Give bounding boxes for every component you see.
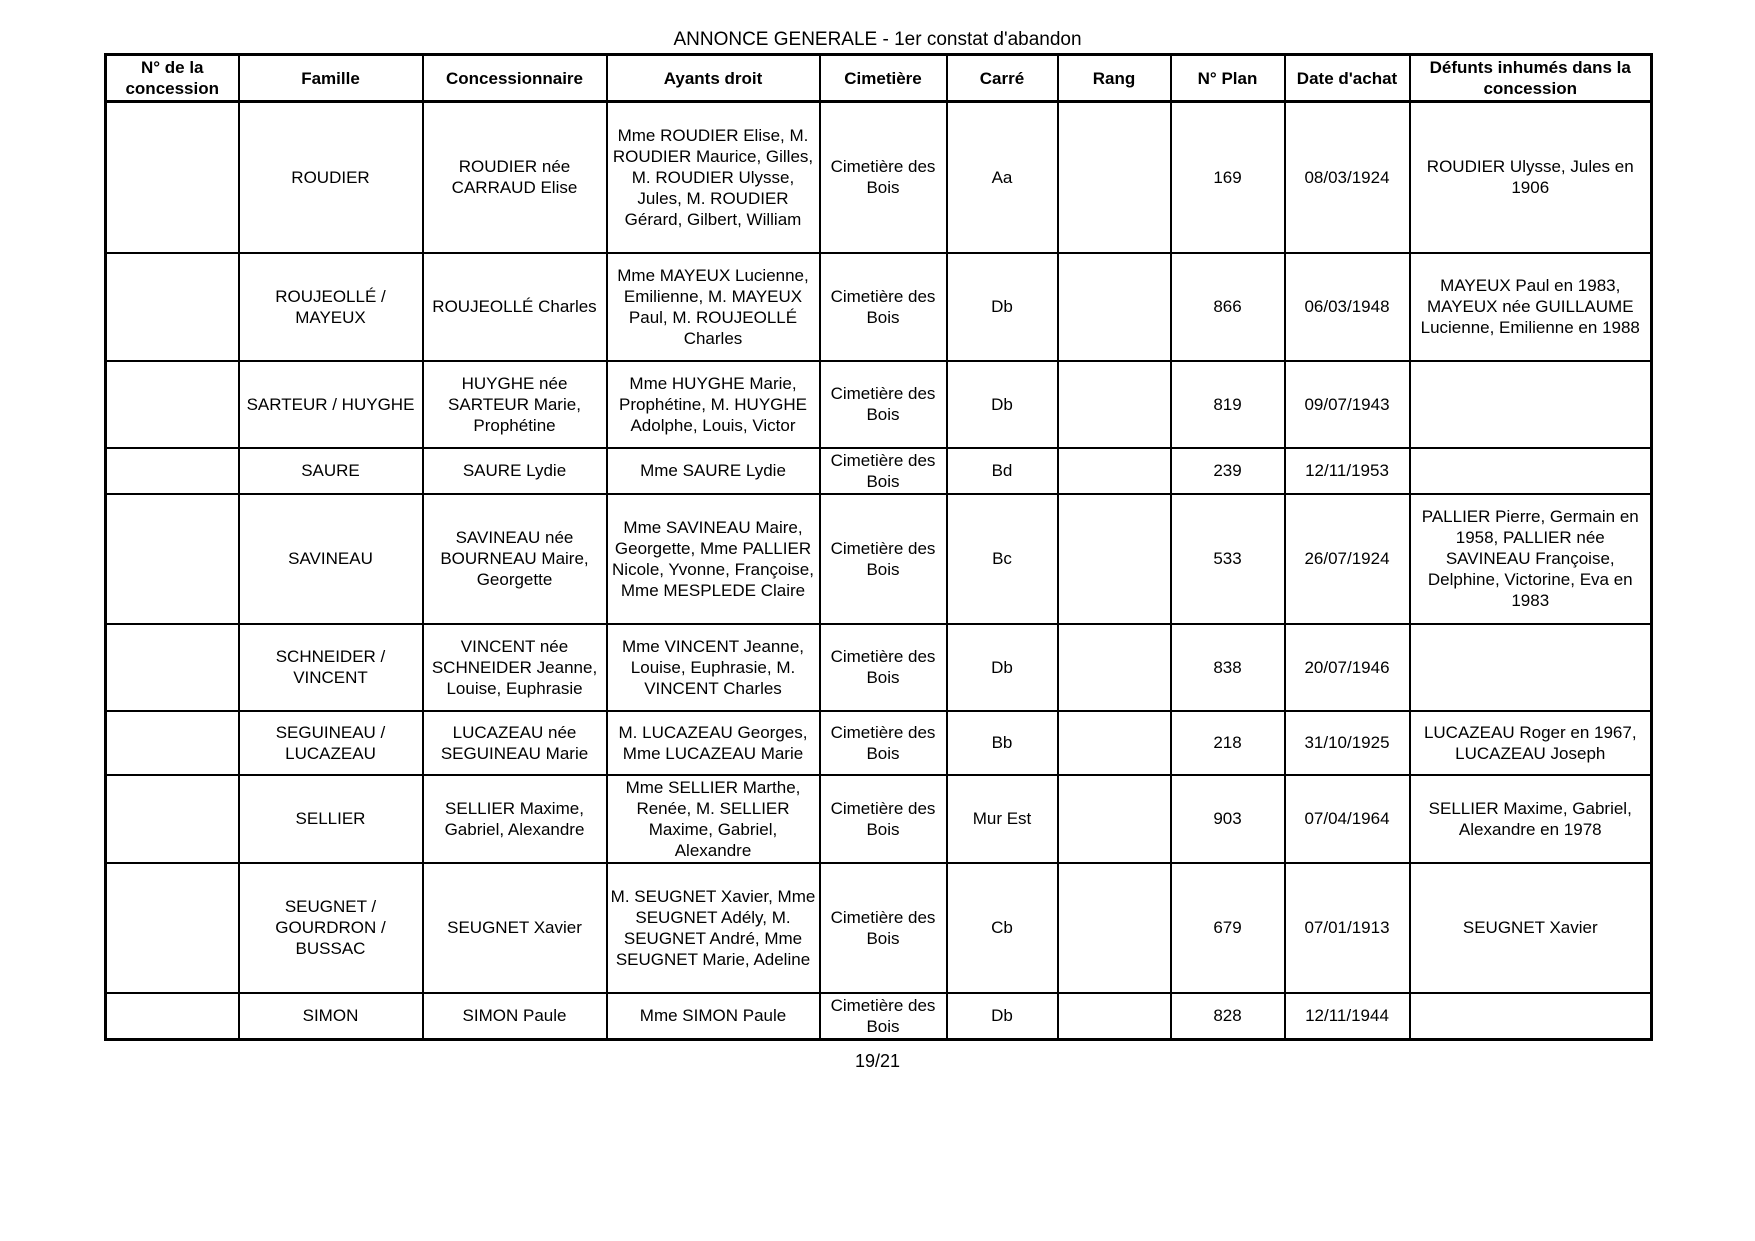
table-cell — [1058, 448, 1171, 494]
table-cell: M. LUCAZEAU Georges, Mme LUCAZEAU Marie — [607, 711, 820, 775]
table-cell: Bc — [947, 494, 1058, 624]
table-cell: Cimetière des Bois — [820, 863, 947, 993]
table-cell: VINCENT née SCHNEIDER Jeanne, Louise, Euphrasie — [423, 624, 607, 711]
table-cell: LUCAZEAU née SEGUINEAU Marie — [423, 711, 607, 775]
table-cell: 533 — [1171, 494, 1285, 624]
table-cell: 08/03/1924 — [1285, 102, 1410, 253]
table-row — [106, 775, 1652, 863]
table-cell: SIMON — [239, 993, 423, 1040]
table-cell — [106, 102, 239, 253]
table-cell: SAVINEAU née BOURNEAU Maire, Georgette — [423, 494, 607, 624]
table-row — [106, 863, 1652, 993]
table-cell: SARTEUR / HUYGHE — [239, 361, 423, 448]
table-cell: 239 — [1171, 448, 1285, 494]
table-cell: SELLIER — [239, 775, 423, 863]
table-cell: 09/07/1943 — [1285, 361, 1410, 448]
header-cell-concessionnaire: Concessionnaire — [423, 55, 607, 102]
table-row — [106, 253, 1652, 361]
table-cell — [1058, 361, 1171, 448]
table-cell: 819 — [1171, 361, 1285, 448]
table-cell: Aa — [947, 102, 1058, 253]
table-cell: ROUDIER — [239, 102, 423, 253]
table-cell — [1410, 993, 1652, 1040]
table-cell — [106, 624, 239, 711]
table-cell: SAVINEAU — [239, 494, 423, 624]
table-cell: Cimetière des Bois — [820, 253, 947, 361]
table-cell: Mme SELLIER Marthe, Renée, M. SELLIER Maxime, Gabriel, Alexandre — [607, 775, 820, 863]
table-cell: Db — [947, 624, 1058, 711]
table-cell: Mme HUYGHE Marie, Prophétine, M. HUYGHE Adolphe, Louis, Victor — [607, 361, 820, 448]
table-cell: 679 — [1171, 863, 1285, 993]
table-cell: Db — [947, 993, 1058, 1040]
table-row — [106, 711, 1652, 775]
table-cell: 12/11/1944 — [1285, 993, 1410, 1040]
table-cell: 218 — [1171, 711, 1285, 775]
table-cell: SEUGNET Xavier — [423, 863, 607, 993]
table-header-row — [106, 55, 1652, 102]
table-cell: Cimetière des Bois — [820, 102, 947, 253]
table-cell: Cimetière des Bois — [820, 711, 947, 775]
table-cell: SELLIER Maxime, Gabriel, Alexandre — [423, 775, 607, 863]
table-cell: 20/07/1946 — [1285, 624, 1410, 711]
table-cell — [106, 993, 239, 1040]
header-cell-cimetiere: Cimetière — [820, 55, 947, 102]
table-cell: Cimetière des Bois — [820, 993, 947, 1040]
table-cell: SIMON Paule — [423, 993, 607, 1040]
table-cell — [106, 361, 239, 448]
table-cell: Cb — [947, 863, 1058, 993]
table-cell — [106, 711, 239, 775]
table-cell: PALLIER Pierre, Germain en 1958, PALLIER née SAVINEAU Françoise, Delphine, Victorine, Eva en 1983 — [1410, 494, 1652, 624]
table-cell — [1058, 775, 1171, 863]
table-cell — [1058, 711, 1171, 775]
table-cell — [1058, 253, 1171, 361]
concessions-table — [104, 53, 1653, 1041]
table-cell: MAYEUX Paul en 1983, MAYEUX née GUILLAUME Lucienne, Emilienne en 1988 — [1410, 253, 1652, 361]
table-cell — [106, 253, 239, 361]
table-cell: Bb — [947, 711, 1058, 775]
table-cell: SELLIER Maxime, Gabriel, Alexandre en 1978 — [1410, 775, 1652, 863]
table-cell — [1410, 624, 1652, 711]
table-cell: Bd — [947, 448, 1058, 494]
table-cell: Mme SAVINEAU Maire, Georgette, Mme PALLIER Nicole, Yvonne, Françoise, Mme MESPLEDE Claire — [607, 494, 820, 624]
header-cell-carre: Carré — [947, 55, 1058, 102]
table-header — [106, 55, 1652, 102]
table-cell — [1410, 361, 1652, 448]
table-cell — [106, 775, 239, 863]
table-cell: HUYGHE née SARTEUR Marie, Prophétine — [423, 361, 607, 448]
table-cell: 31/10/1925 — [1285, 711, 1410, 775]
table-cell: Mme VINCENT Jeanne, Louise, Euphrasie, M. VINCENT Charles — [607, 624, 820, 711]
table-row — [106, 361, 1652, 448]
table-cell — [1058, 863, 1171, 993]
table-row — [106, 624, 1652, 711]
table-cell: SCHNEIDER / VINCENT — [239, 624, 423, 711]
table-cell: SEUGNET Xavier — [1410, 863, 1652, 993]
table-cell: 26/07/1924 — [1285, 494, 1410, 624]
table-row — [106, 494, 1652, 624]
header-cell-date-achat: Date d'achat — [1285, 55, 1410, 102]
table-cell: LUCAZEAU Roger en 1967, LUCAZEAU Joseph — [1410, 711, 1652, 775]
table-cell: 828 — [1171, 993, 1285, 1040]
table-cell: 838 — [1171, 624, 1285, 711]
header-cell-famille: Famille — [239, 55, 423, 102]
table-cell: ROUJEOLLÉ / MAYEUX — [239, 253, 423, 361]
table-cell — [106, 448, 239, 494]
header-cell-numero-concession: N° de la concession — [106, 55, 239, 102]
table-cell: ROUDIER Ulysse, Jules en 1906 — [1410, 102, 1652, 253]
table-cell: Cimetière des Bois — [820, 494, 947, 624]
header-cell-ayants-droit: Ayants droit — [607, 55, 820, 102]
table-cell — [1410, 448, 1652, 494]
table-row — [106, 102, 1652, 253]
table-cell: Mur Est — [947, 775, 1058, 863]
table-cell: SAURE — [239, 448, 423, 494]
table-cell: SEGUINEAU / LUCAZEAU — [239, 711, 423, 775]
table-body — [106, 102, 1652, 1040]
table-cell: Cimetière des Bois — [820, 775, 947, 863]
table-cell: Cimetière des Bois — [820, 624, 947, 711]
header-cell-rang: Rang — [1058, 55, 1171, 102]
table-cell: ROUDIER née CARRAUD Elise — [423, 102, 607, 253]
table-cell: M. SEUGNET Xavier, Mme SEUGNET Adély, M. SEUGNET André, Mme SEUGNET Marie, Adeline — [607, 863, 820, 993]
table-cell: Cimetière des Bois — [820, 361, 947, 448]
table-cell: Cimetière des Bois — [820, 448, 947, 494]
table-cell: ROUJEOLLÉ Charles — [423, 253, 607, 361]
table-cell: Mme MAYEUX Lucienne, Emilienne, M. MAYEUX Paul, M. ROUJEOLLÉ Charles — [607, 253, 820, 361]
table-cell: 12/11/1953 — [1285, 448, 1410, 494]
header-cell-defunts: Défunts inhumés dans la concession — [1410, 55, 1652, 102]
table-cell: 07/01/1913 — [1285, 863, 1410, 993]
table-cell: 06/03/1948 — [1285, 253, 1410, 361]
table-cell — [1058, 102, 1171, 253]
table-cell — [1058, 494, 1171, 624]
document-title: ANNONCE GENERALE - 1er constat d'abandon — [673, 29, 1082, 50]
table-cell — [106, 494, 239, 624]
table-cell: 07/04/1964 — [1285, 775, 1410, 863]
table-cell: 169 — [1171, 102, 1285, 253]
table-row — [106, 448, 1652, 494]
table-cell: Mme ROUDIER Elise, M. ROUDIER Maurice, Gilles, M. ROUDIER Ulysse, Jules, M. ROUDIER Gérard, Gilbert, William — [607, 102, 820, 253]
table-cell: Db — [947, 361, 1058, 448]
table-cell — [1058, 624, 1171, 711]
table-cell: 866 — [1171, 253, 1285, 361]
table-cell: 903 — [1171, 775, 1285, 863]
table-row — [106, 993, 1652, 1040]
table-cell: Mme SAURE Lydie — [607, 448, 820, 494]
table-cell — [106, 863, 239, 993]
table-cell: SEUGNET / GOURDRON / BUSSAC — [239, 863, 423, 993]
header-cell-numero-plan: N° Plan — [1171, 55, 1285, 102]
table-cell — [1058, 993, 1171, 1040]
page-number: 19/21 — [854, 1051, 901, 1071]
table-cell: SAURE Lydie — [423, 448, 607, 494]
table-cell: Mme SIMON Paule — [607, 993, 820, 1040]
table-cell: Db — [947, 253, 1058, 361]
